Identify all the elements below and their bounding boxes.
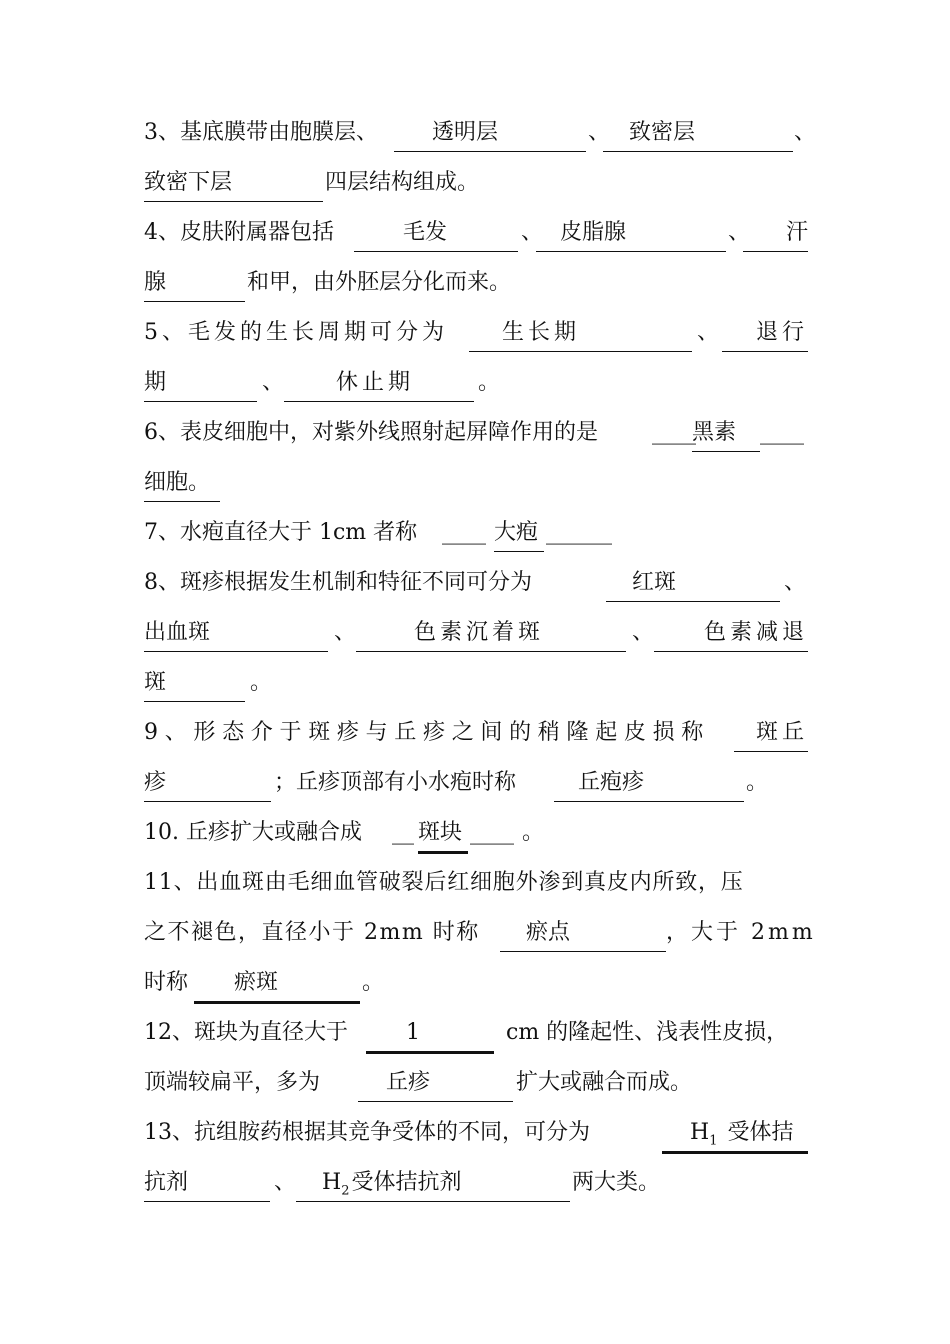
q12-suffix: 扩大或融合而成。 bbox=[516, 1070, 693, 1095]
q13-prompt: 13、抗组胺药根据其竞争受体的不同，可分为 bbox=[144, 1120, 590, 1145]
q5-answer-2-part1: 退行 bbox=[722, 313, 808, 352]
q6-answer-part2: 细胞。 bbox=[144, 463, 220, 502]
q13-suffix: 两大类。 bbox=[572, 1170, 661, 1195]
q4-line1 bbox=[144, 213, 808, 253]
q3-prompt: 3、基底膜带由胞膜层、 bbox=[144, 120, 378, 145]
q11-prompt-4: 时称 bbox=[144, 970, 189, 995]
q4-prompt: 4、皮肤附属器包括 bbox=[144, 220, 334, 245]
q5-answer-3: 休止期 bbox=[284, 363, 474, 402]
q3-line1 bbox=[144, 113, 817, 153]
q4-answer-2: 皮脂腺 bbox=[536, 213, 726, 252]
q5-line2 bbox=[144, 363, 808, 403]
q13-h-letter: H bbox=[690, 1120, 710, 1145]
q8-line1 bbox=[144, 563, 808, 603]
separator: 、 bbox=[262, 370, 285, 395]
q13-answer-2 bbox=[296, 1163, 570, 1202]
q12-line2 bbox=[144, 1063, 808, 1103]
separator: 、 bbox=[784, 570, 807, 595]
q8-prompt: 8、斑疹根据发生机制和特征不同可分为 bbox=[144, 570, 532, 595]
q9-line1 bbox=[144, 713, 808, 753]
q3-answer-1: 透明层 bbox=[394, 113, 586, 152]
q13-line2 bbox=[144, 1163, 808, 1203]
q10-prompt: 10. 丘疹扩大或融合成 bbox=[144, 820, 362, 845]
q11-prompt-1: 11、出血斑由毛细血管破裂后红细胞外渗到真皮内所致，压 bbox=[144, 870, 744, 895]
q13-h2-rest: 受体拮抗剂 bbox=[351, 1170, 462, 1195]
q8-answer-3: 色素沉着斑 bbox=[356, 613, 626, 652]
q6-blank-trail: ____ bbox=[760, 420, 804, 445]
q13-h-subscript: 1 bbox=[709, 1133, 718, 1149]
q6-prompt: 6、表皮细胞中，对紫外线照射起屏障作用的是 bbox=[144, 420, 598, 445]
q13-h-rest: 受体拮 bbox=[727, 1120, 794, 1145]
q9-answer-1-part1: 斑丘 bbox=[734, 713, 808, 752]
q11-answer-2: 瘀斑 bbox=[194, 963, 360, 1004]
q12-answer-2: 丘疹 bbox=[358, 1063, 513, 1102]
q4-suffix: 和甲，由外胚层分化而来。 bbox=[247, 270, 512, 295]
separator: 、 bbox=[521, 220, 544, 245]
q12-answer-1: 1 bbox=[366, 1013, 494, 1054]
q12-prompt-2: cm 的隆起性、浅表性皮损， bbox=[506, 1020, 789, 1045]
q13-answer-1-part2: 抗剂 bbox=[144, 1163, 270, 1202]
q9-answer-2: 丘疱疹 bbox=[554, 763, 744, 802]
q3-suffix: 四层结构组成。 bbox=[325, 170, 480, 195]
q12-prompt-3: 顶端较扁平，多为 bbox=[144, 1070, 321, 1095]
q8-answer-2: 出血斑 bbox=[144, 613, 328, 652]
q8-answer-1: 红斑 bbox=[606, 563, 780, 602]
q9-prompt: 9、形态介于斑疹与丘疹之间的稍隆起皮损称 bbox=[144, 720, 710, 745]
q11-line1 bbox=[144, 863, 808, 903]
q10-line bbox=[144, 813, 808, 853]
q13-answer-1-part1 bbox=[662, 1113, 808, 1154]
q11-prompt-2: 之不褪色，直径小于 2mm 时称 bbox=[144, 920, 480, 945]
q7-blank-lead: ____ bbox=[442, 520, 486, 545]
q12-prompt-1: 12、斑块为直径大于 bbox=[144, 1020, 348, 1045]
q9-answer-1-part2: 疹 bbox=[144, 763, 271, 802]
q9-suffix: 。 bbox=[746, 770, 769, 795]
q8-line3 bbox=[144, 663, 808, 703]
q6-line2 bbox=[144, 463, 808, 503]
separator: 、 bbox=[728, 220, 751, 245]
q11-line2 bbox=[144, 913, 816, 953]
q10-answer: 斑块 bbox=[418, 813, 468, 854]
q12-line1 bbox=[144, 1013, 808, 1053]
q4-answer-1: 毛发 bbox=[354, 213, 518, 252]
separator: 、 bbox=[632, 620, 655, 645]
separator: 、 bbox=[334, 620, 357, 645]
q9-prompt-2: ；丘疹顶部有小水疱时称 bbox=[274, 770, 517, 795]
q7-prompt: 7、水疱直径大于 1cm 者称 bbox=[144, 520, 418, 545]
q4-line2 bbox=[144, 263, 808, 303]
q6-line1 bbox=[144, 413, 808, 453]
q7-line bbox=[144, 513, 808, 553]
separator: 、 bbox=[697, 320, 720, 345]
q4-answer-3-part1: 汗 bbox=[743, 213, 808, 252]
separator: 、 bbox=[588, 120, 611, 145]
q6-blank-lead: ____ bbox=[652, 420, 696, 445]
q13-h2-letter: H bbox=[322, 1170, 342, 1195]
separator: 、 bbox=[274, 1170, 297, 1195]
q13-line1 bbox=[144, 1113, 808, 1153]
q8-answer-4-part2: 斑 bbox=[144, 663, 245, 702]
q5-prompt: 5、毛发的生长周期可分为 bbox=[144, 320, 448, 345]
q5-answer-1: 生长期 bbox=[469, 313, 692, 352]
q8-suffix: 。 bbox=[250, 670, 273, 695]
q8-line2 bbox=[144, 613, 808, 653]
q5-line1 bbox=[144, 313, 808, 353]
q11-line3 bbox=[144, 963, 808, 1003]
q13-h2-subscript: 2 bbox=[341, 1183, 350, 1199]
separator: 、 bbox=[794, 120, 817, 145]
q6-answer-part1: 黑素 bbox=[692, 413, 760, 452]
q4-answer-3-part2: 腺 bbox=[144, 263, 245, 302]
q3-answer-3: 致密下层 bbox=[144, 163, 323, 202]
q11-prompt-3: ，大于 2mm bbox=[666, 920, 816, 945]
q8-answer-4-part1: 色素减退 bbox=[654, 613, 808, 652]
q7-blank-trail: ______ bbox=[546, 520, 612, 545]
q5-suffix: 。 bbox=[478, 370, 501, 395]
q3-answer-2: 致密层 bbox=[603, 113, 793, 152]
q10-blank-trail: ____ bbox=[470, 820, 514, 845]
q10-suffix: 。 bbox=[522, 820, 545, 845]
q11-answer-1: 瘀点 bbox=[500, 913, 666, 952]
q3-line2 bbox=[144, 163, 808, 203]
q10-blank-lead: __ bbox=[392, 820, 414, 845]
q7-answer: 大疱 bbox=[494, 513, 544, 552]
q5-answer-2-part2: 期 bbox=[144, 363, 257, 402]
q11-suffix: 。 bbox=[362, 970, 385, 995]
q9-line2 bbox=[144, 763, 808, 803]
